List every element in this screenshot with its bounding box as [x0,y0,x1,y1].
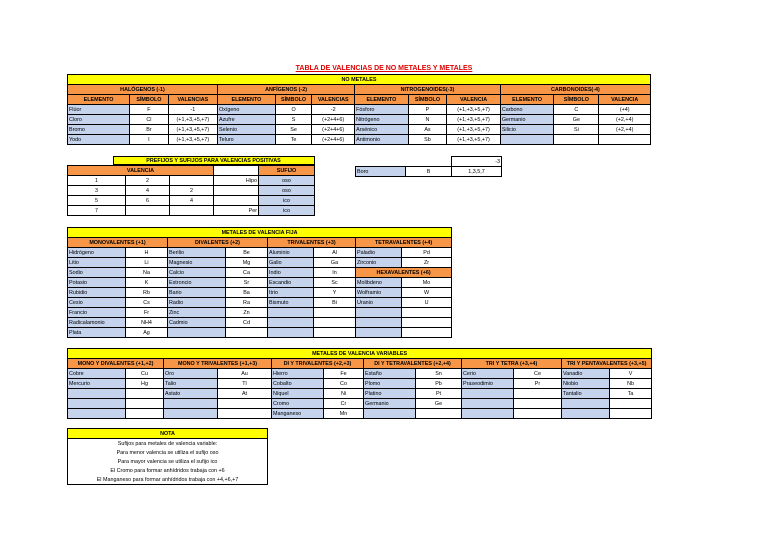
table-row [68,115,651,125]
element-symbol: NH4 [126,318,168,328]
nota-text: Para mayor valencia se utiliza el sufijo ico [68,457,268,466]
boro-valence: 1,3,5,7 [452,167,502,177]
valence-value: 3 [68,186,126,196]
element-name: Litio [68,258,126,268]
prefix [214,196,259,206]
valence-value [170,176,214,186]
element-symbol: Cl [130,115,169,125]
boro-name: Boro [356,167,406,177]
prefix: Per [214,206,259,216]
element-valence: (+2,+4) [599,125,651,135]
element-name: Radicalamonio [68,318,126,328]
element-name [356,318,402,328]
table-row [68,206,315,216]
element-symbol: Na [126,268,168,278]
column-header: ELEMENTO [355,95,409,105]
table-row [68,105,651,115]
table-row [68,278,452,288]
table-row [68,258,452,268]
table-row [68,318,452,328]
element-name: Itrio [268,288,314,298]
group-header: HALÓGENOS (-1) [68,85,218,95]
element-name: Escandio [268,278,314,288]
element-symbol: Ba [226,288,268,298]
table-row [68,389,652,399]
element-symbol: Cs [126,298,168,308]
element-symbol [402,318,452,328]
element-symbol [514,409,562,419]
element-symbol [126,399,164,409]
element-name [68,409,126,419]
valence-value: 6 [126,196,170,206]
element-valence: (+1,+3,+5,+7) [168,125,217,135]
element-name: Germanio [500,115,554,125]
valencia-variable-header: METALES DE VALENCIA VARIABLES [68,349,652,359]
no-metales-header: NO METALES [68,75,651,85]
element-symbol: I [130,135,169,145]
element-name: Bismuto [268,298,314,308]
element-symbol [402,308,452,318]
element-symbol: Li [126,258,168,268]
element-name: Arsénico [355,125,409,135]
group-header: NITROGENOIDES(-3) [355,85,501,95]
prefijos-table [67,156,315,216]
element-symbol [126,409,164,419]
group-header: DI Y TETRAVALENTES (+2,+4) [364,359,462,369]
valence-value: 1 [68,176,126,186]
group-header: MONOVALENTES (+1) [68,238,168,248]
element-name: Uranio [356,298,402,308]
boro-table [355,156,502,177]
element-name: Germanio [364,399,416,409]
element-symbol: K [126,278,168,288]
suffix: oso [259,186,315,196]
element-symbol: O [275,105,311,115]
element-symbol: Ge [416,399,462,409]
element-symbol: Fe [324,369,364,379]
element-symbol: Sn [416,369,462,379]
element-symbol: Ce [514,369,562,379]
suffix: ico [259,196,315,206]
table-row [68,135,651,145]
valencia-variable-table [67,348,652,419]
element-name [462,389,514,399]
nota-text: Sufijos para metales de valencia variable: [68,439,268,449]
element-name: Platino [364,389,416,399]
element-name: Flúor [68,105,130,115]
element-valence: (+1,+3,+5,+7) [447,105,501,115]
element-name [268,328,314,338]
element-symbol: Br [130,125,169,135]
element-symbol [610,409,652,419]
element-symbol [514,399,562,409]
element-symbol: Ge [554,115,599,125]
element-symbol: Te [275,135,311,145]
element-name: Estroncio [168,278,226,288]
valence-value: 2 [170,186,214,196]
element-name: Astato [164,389,218,399]
table-row [68,399,652,409]
element-name: Oxígeno [217,105,275,115]
element-name: Hidrógeno [68,248,126,258]
element-symbol: Sb [408,135,447,145]
nota-text: El Cromo para formar anhídridos trabaja con +6 [68,466,268,475]
table-row [68,268,452,278]
element-symbol: U [402,298,452,308]
element-symbol: Bi [314,298,356,308]
element-name: Níquel [272,389,324,399]
element-symbol: At [218,389,272,399]
element-symbol [314,328,356,338]
element-name [68,389,126,399]
element-valence: (+1,+3,+5,+7) [447,135,501,145]
group-header: CARBONOIDES(-4) [500,85,650,95]
column-header: VALENCIAS [312,95,355,105]
group-header: DI Y TRIVALENTES (+2,+3) [272,359,364,369]
element-name: Azufre [217,115,275,125]
table-row [68,379,652,389]
element-name: Yodo [68,135,130,145]
table-row [68,288,452,298]
element-name: Radio [168,298,226,308]
element-symbol [416,409,462,419]
element-name: Cadmio [168,318,226,328]
element-symbol: Zn [226,308,268,318]
boro-minus: -3 [452,157,502,167]
element-name: Niobio [562,379,610,389]
nota-line [68,475,268,485]
element-symbol: H [126,248,168,258]
element-symbol: W [402,288,452,298]
element-symbol [218,399,272,409]
hexavalentes-header: HEXAVALENTES (+6) [356,268,452,278]
element-valence: (+1,+3,+5,+7) [168,115,217,125]
element-name [68,399,126,409]
table-row [68,308,452,318]
valence-value: 5 [68,196,126,206]
element-symbol: Cu [126,369,164,379]
element-name [268,308,314,318]
element-name: Potasio [68,278,126,288]
group-header: MONO Y TRIVALENTES (+1,+3) [164,359,272,369]
element-name: Magnesio [168,258,226,268]
element-valence: (+2+4+6) [312,125,355,135]
element-valence: (+2+4+6) [312,135,355,145]
column-header: SÍMBOLO [554,95,599,105]
element-name: Teluro [217,135,275,145]
element-name: Carbono [500,105,554,115]
element-symbol: Pr [514,379,562,389]
element-symbol: C [554,105,599,115]
group-header: MONO Y DIVALENTES (+1,+2) [68,359,164,369]
prefix: Hipo [214,176,259,186]
element-symbol: Ca [226,268,268,278]
table-row [68,298,452,308]
element-symbol: Si [554,125,599,135]
no-metales-table [67,74,651,145]
element-name: Cobre [68,369,126,379]
element-name: Calcio [168,268,226,278]
element-symbol: Tl [218,379,272,389]
element-symbol [554,135,599,145]
element-name: Cloro [68,115,130,125]
element-name: Sodio [68,268,126,278]
element-symbol [218,409,272,419]
element-name: Nitrógeno [355,115,409,125]
prefijos-header: PREFIJOS Y SUFIJOS PARA VALENCIAS POSITIVAS [113,156,315,165]
element-symbol: Au [218,369,272,379]
element-name [562,399,610,409]
element-name: Cerio [462,369,514,379]
element-name [356,328,402,338]
element-name [268,318,314,328]
element-symbol: Y [314,288,356,298]
element-symbol: Ga [314,258,356,268]
element-valence: (+4) [599,105,651,115]
element-name: Paladio [356,248,402,258]
element-symbol: N [408,115,447,125]
element-name: Zinc [168,308,226,318]
column-header: ELEMENTO [217,95,275,105]
valence-value [126,206,170,216]
element-symbol: Be [226,248,268,258]
element-symbol: S [275,115,311,125]
element-name: Praseodimio [462,379,514,389]
element-symbol: Sr [226,278,268,288]
element-symbol: Al [314,248,356,258]
column-header: SÍMBOLO [130,95,169,105]
element-symbol [314,318,356,328]
suffix: ico [259,206,315,216]
prefix [214,186,259,196]
group-header: TRI Y TETRA (+3,+4) [462,359,562,369]
valencia-label: VALENCIA [68,166,214,176]
column-header: VALENCIAS [168,95,217,105]
page-title: TABLA DE VALENCIAS DE NO METALES Y METALES [295,65,473,72]
element-name: Estaño [364,369,416,379]
sufijo-label: SUFIJO [259,166,315,176]
valence-value: 2 [126,176,170,186]
nota-text: Para menor valencia se utiliza el sufijo oso [68,448,268,457]
element-name: Cromo [272,399,324,409]
element-symbol: Pt [416,389,462,399]
element-name: Francio [68,308,126,318]
element-name: Mercurio [68,379,126,389]
element-name: Selenio [217,125,275,135]
element-symbol [226,328,268,338]
table-row [68,176,315,186]
column-header: ELEMENTO [500,95,554,105]
element-name: Bario [168,288,226,298]
element-name: Bromo [68,125,130,135]
valence-value [170,206,214,216]
suffix: oso [259,176,315,186]
element-valence: (+1,+3,+5,+7) [447,125,501,135]
table-row [68,328,452,338]
element-symbol: Mn [324,409,364,419]
column-header: VALENCIA [599,95,651,105]
element-name: Hierro [272,369,324,379]
table-row [68,196,315,206]
element-name: Wolframio [356,288,402,298]
element-valence: (+1,+3,+5,+7) [447,115,501,125]
element-symbol: Ni [324,389,364,399]
element-name [500,135,554,145]
element-name [462,399,514,409]
nota-table [67,428,268,485]
element-symbol: Ra [226,298,268,308]
group-header: TRI Y PENTAVALENTES (+3,+5) [562,359,652,369]
element-name: Cesio [68,298,126,308]
valence-value: 4 [170,196,214,206]
element-valence: -2 [312,105,355,115]
element-valence: (+2+4+6) [312,115,355,125]
nota-line [68,457,268,466]
element-symbol [314,308,356,318]
element-symbol: Cd [226,318,268,328]
column-header: SÍMBOLO [275,95,311,105]
table-row [68,125,651,135]
column-header: VALENCIA [447,95,501,105]
column-header: ELEMENTO [68,95,130,105]
element-valence: (+1,+3,+5,+7) [168,135,217,145]
group-header: TETRAVALENTES (+4) [356,238,452,248]
element-name: Silicio [500,125,554,135]
element-name [164,409,218,419]
element-name: Plomo [364,379,416,389]
element-valence: -1 [168,105,217,115]
element-name: Oro [164,369,218,379]
element-symbol: Cr [324,399,364,409]
element-name: Manganeso [272,409,324,419]
table-row [68,369,652,379]
element-symbol: Pd [402,248,452,258]
element-symbol: Rb [126,288,168,298]
element-name [562,409,610,419]
boro-symbol: B [406,167,452,177]
element-name: Tantalio [562,389,610,399]
element-name: Aluminio [268,248,314,258]
nota-line [68,439,268,449]
element-symbol [514,389,562,399]
element-name: Antimonio [355,135,409,145]
element-symbol: Nb [610,379,652,389]
element-symbol: P [408,105,447,115]
table-row [68,409,652,419]
element-name: Vanadio [562,369,610,379]
element-symbol: Hg [126,379,164,389]
element-name: Fósforo [355,105,409,115]
element-symbol [610,399,652,409]
element-symbol [402,328,452,338]
element-name: Rubidio [68,288,126,298]
table-row [68,248,452,258]
element-symbol: Se [275,125,311,135]
element-name: Galio [268,258,314,268]
nota-line [68,448,268,457]
element-symbol: Co [324,379,364,389]
element-name [164,399,218,409]
valencia-fija-table [67,227,452,338]
column-header: SÍMBOLO [408,95,447,105]
group-header: TRIVALENTES (+3) [268,238,356,248]
element-symbol [126,389,164,399]
element-name: Indio [268,268,314,278]
element-name: Plata [68,328,126,338]
element-name: Berilio [168,248,226,258]
valencia-fija-header: METALES DE VALENCIA FIJA [68,228,452,238]
element-symbol: In [314,268,356,278]
nota-line [68,466,268,475]
element-symbol: Sc [314,278,356,288]
element-symbol: As [408,125,447,135]
valence-value: 7 [68,206,126,216]
element-name: Molibdeno [356,278,402,288]
nota-text: El Manganeso para formar anhídridos trabaja con +4,+6,+7 [68,475,268,485]
element-symbol: Ag [126,328,168,338]
element-name: Cobalto [272,379,324,389]
element-symbol: Pb [416,379,462,389]
element-valence [599,135,651,145]
element-name: Zirconio [356,258,402,268]
valence-value: 4 [126,186,170,196]
element-symbol: Fr [126,308,168,318]
group-header: ANFÍGENOS (-2) [217,85,354,95]
element-symbol: Zr [402,258,452,268]
nota-header: NOTA [68,429,268,439]
element-name [168,328,226,338]
group-header: DIVALENTES (+2) [168,238,268,248]
element-name [356,308,402,318]
element-valence: (+2,+4) [599,115,651,125]
element-symbol: Mo [402,278,452,288]
element-symbol: V [610,369,652,379]
element-name [462,409,514,419]
element-name: Talio [164,379,218,389]
element-name [364,409,416,419]
element-symbol: F [130,105,169,115]
element-symbol: Ta [610,389,652,399]
table-row [68,186,315,196]
element-symbol: Mg [226,258,268,268]
